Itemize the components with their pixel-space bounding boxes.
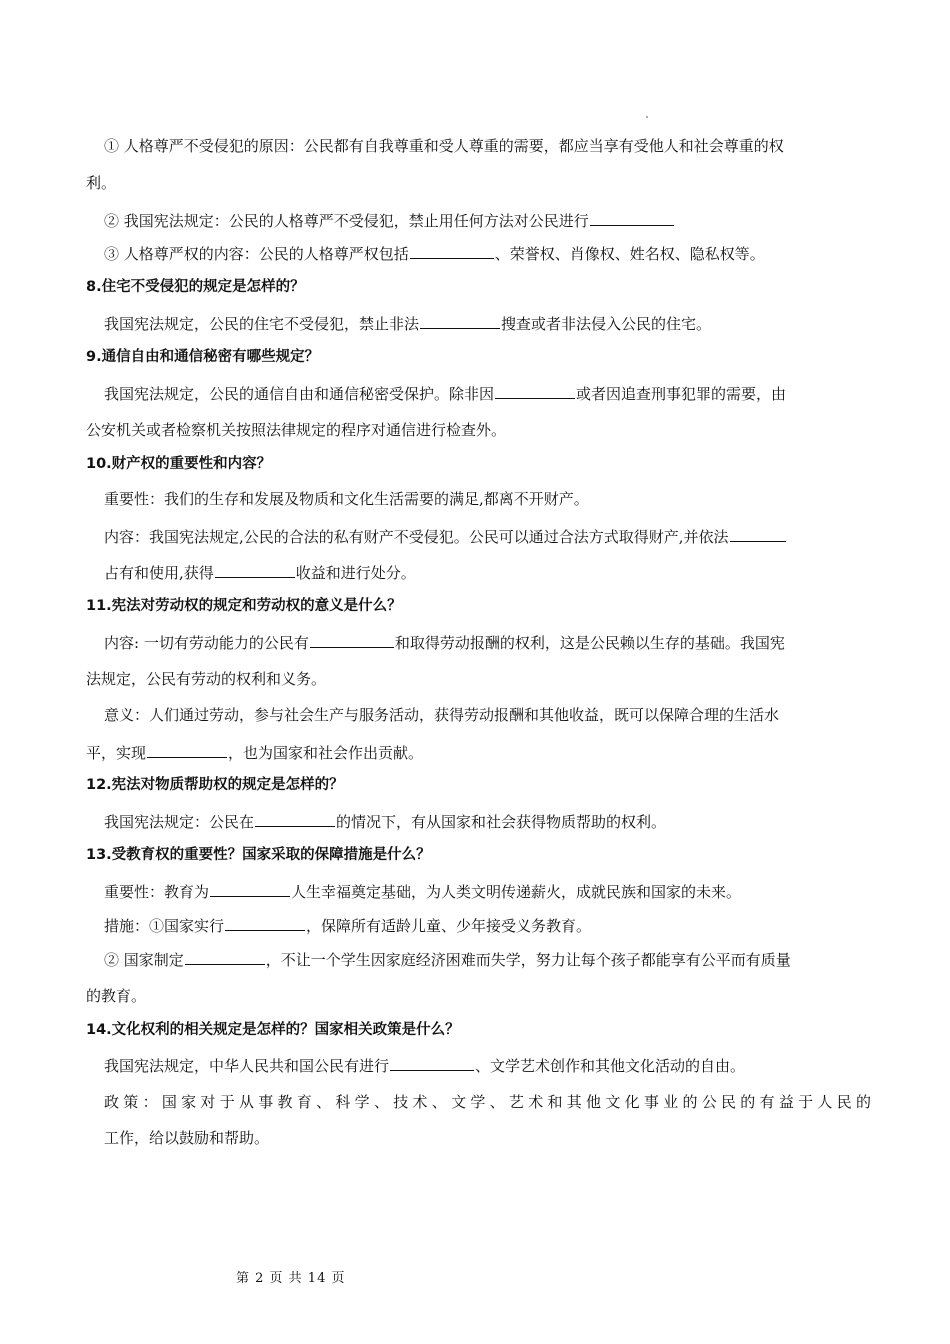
text-segment: 内容：我国宪法规定,公民的合法的私有财产不受侵犯。公民可以通过合法方式取得财产,并依法 [104,528,729,546]
text-segment: 我国宪法规定，中华人民共和国公民有进行 [104,1057,390,1075]
fill-blank[interactable] [420,313,500,329]
text-line [86,949,889,970]
text-line: 重要性：我们的生存和发展及物质和文化生活需要的满足,都离不开财产。 [104,490,589,508]
fill-blank[interactable] [215,562,295,578]
text-segment: ② 我国宪法规定：公民的人格尊严不受侵犯，禁止用任何方法对公民进行 [104,212,589,230]
text-line [86,313,889,334]
question-heading: 9.通信自由和通信秘密有哪些规定？ [86,349,320,365]
text-segment: 、文学艺术创作和其他文化活动的自由。 [475,1057,746,1075]
text-segment: 、荣誉权、肖像权、姓名权、隐私权等。 [494,245,765,263]
text-segment: 人生幸福奠定基础，为人类文明传递薪火，成就民族和国家的未来。 [291,883,742,901]
question-heading: 14.文化权利的相关规定是怎样的？国家相关政策是什么？ [86,1022,460,1038]
text-line [86,881,889,902]
text-segment: 措施：①国家实行 [104,917,225,935]
text-line [86,562,889,583]
text-segment: ，不让一个学生因家庭经济困难而失学，努力让每个孩子都能享有公平而有质量 [265,951,791,969]
question-heading: 8.住宅不受侵犯的规定是怎样的？ [86,279,305,295]
question-heading: 13.受教育权的重要性？国家采取的保障措施是什么？ [86,847,431,863]
text-line [86,742,871,763]
fill-blank[interactable] [147,742,227,758]
text-line [86,210,889,231]
text-segment: ③ 人格尊严权的内容：公民的人格尊严权包括 [104,245,409,263]
fill-blank[interactable] [730,526,786,542]
text-segment: 我国宪法规定：公民在 [104,813,255,831]
speck [646,116,648,118]
text-line [86,632,889,653]
text-line: 工作，给以鼓励和帮助。 [104,1129,270,1147]
fill-blank[interactable] [390,1055,474,1071]
text-segment: 收益和进行处分。 [295,564,416,582]
fill-blank[interactable] [495,383,575,399]
text-line: ① 人格尊严不受侵犯的原因：公民都有自我尊重和受人尊重的需要，都应当享有受他人和社会尊重的权 [104,137,784,155]
fill-blank[interactable] [590,210,674,226]
text-line [86,915,889,936]
page-footer: 第 2 页 共 14 页 [236,1271,346,1286]
question-heading: 10.财产权的重要性和内容？ [86,456,272,472]
text-segment: ，也为国家和社会作出贡献。 [228,744,424,762]
text-line: 意义：人们通过劳动，参与社会生产与服务活动，获得劳动报酬和其他收益，既可以保障合理的生活水 [104,706,780,724]
text-segment: 占有和使用,获得 [104,564,214,582]
text-line [86,526,889,547]
fill-blank[interactable] [410,243,494,259]
text-segment: 我国宪法规定，公民的住宅不受侵犯，禁止非法 [104,315,420,333]
text-segment: 重要性：教育为 [104,883,210,901]
text-line: 公安机关或者检察机关按照法律规定的程序对通信进行检查外。 [86,421,507,439]
question-heading: 12.宪法对物质帮助权的规定是怎样的？ [86,777,344,793]
fill-blank[interactable] [225,915,305,931]
text-segment: 内容: 一切有劳动能力的公民有 [104,634,309,652]
text-segment: ② 国家制定 [104,951,184,969]
text-segment: 和取得劳动报酬的权利，这是公民赖以生存的基础。我国宪 [394,634,785,652]
text-line: 利。 [86,174,117,192]
text-segment: 的情况下，有从国家和社会获得物质帮助的权利。 [336,813,667,831]
text-segment: 我国宪法规定，公民的通信自由和通信秘密受保护。除非因 [104,385,495,403]
text-line [86,1055,889,1076]
fill-blank[interactable] [210,881,290,897]
text-segment: ，保障所有适龄儿童、少年接受义务教育。 [306,917,592,935]
question-heading: 11.宪法对劳动权的规定和劳动权的意义是什么？ [86,598,402,614]
text-segment: 或者因追查刑事犯罪的需要，由 [576,385,787,403]
text-line: 的教育。 [86,987,147,1005]
fill-blank[interactable] [255,811,335,827]
text-segment: 平，实现 [86,744,147,762]
text-line: 法规定，公民有劳动的权利和义务。 [86,670,327,688]
text-line: 政策：国家对于从事教育、科学、技术、文学、艺术和其他文化事业的公民的有益于人民的 [104,1093,871,1111]
fill-blank[interactable] [185,949,265,965]
text-line [86,243,889,264]
fill-blank[interactable] [310,632,394,648]
text-segment: 搜查或者非法侵入公民的住宅。 [501,315,712,333]
text-line [86,383,889,404]
text-line [86,811,889,832]
